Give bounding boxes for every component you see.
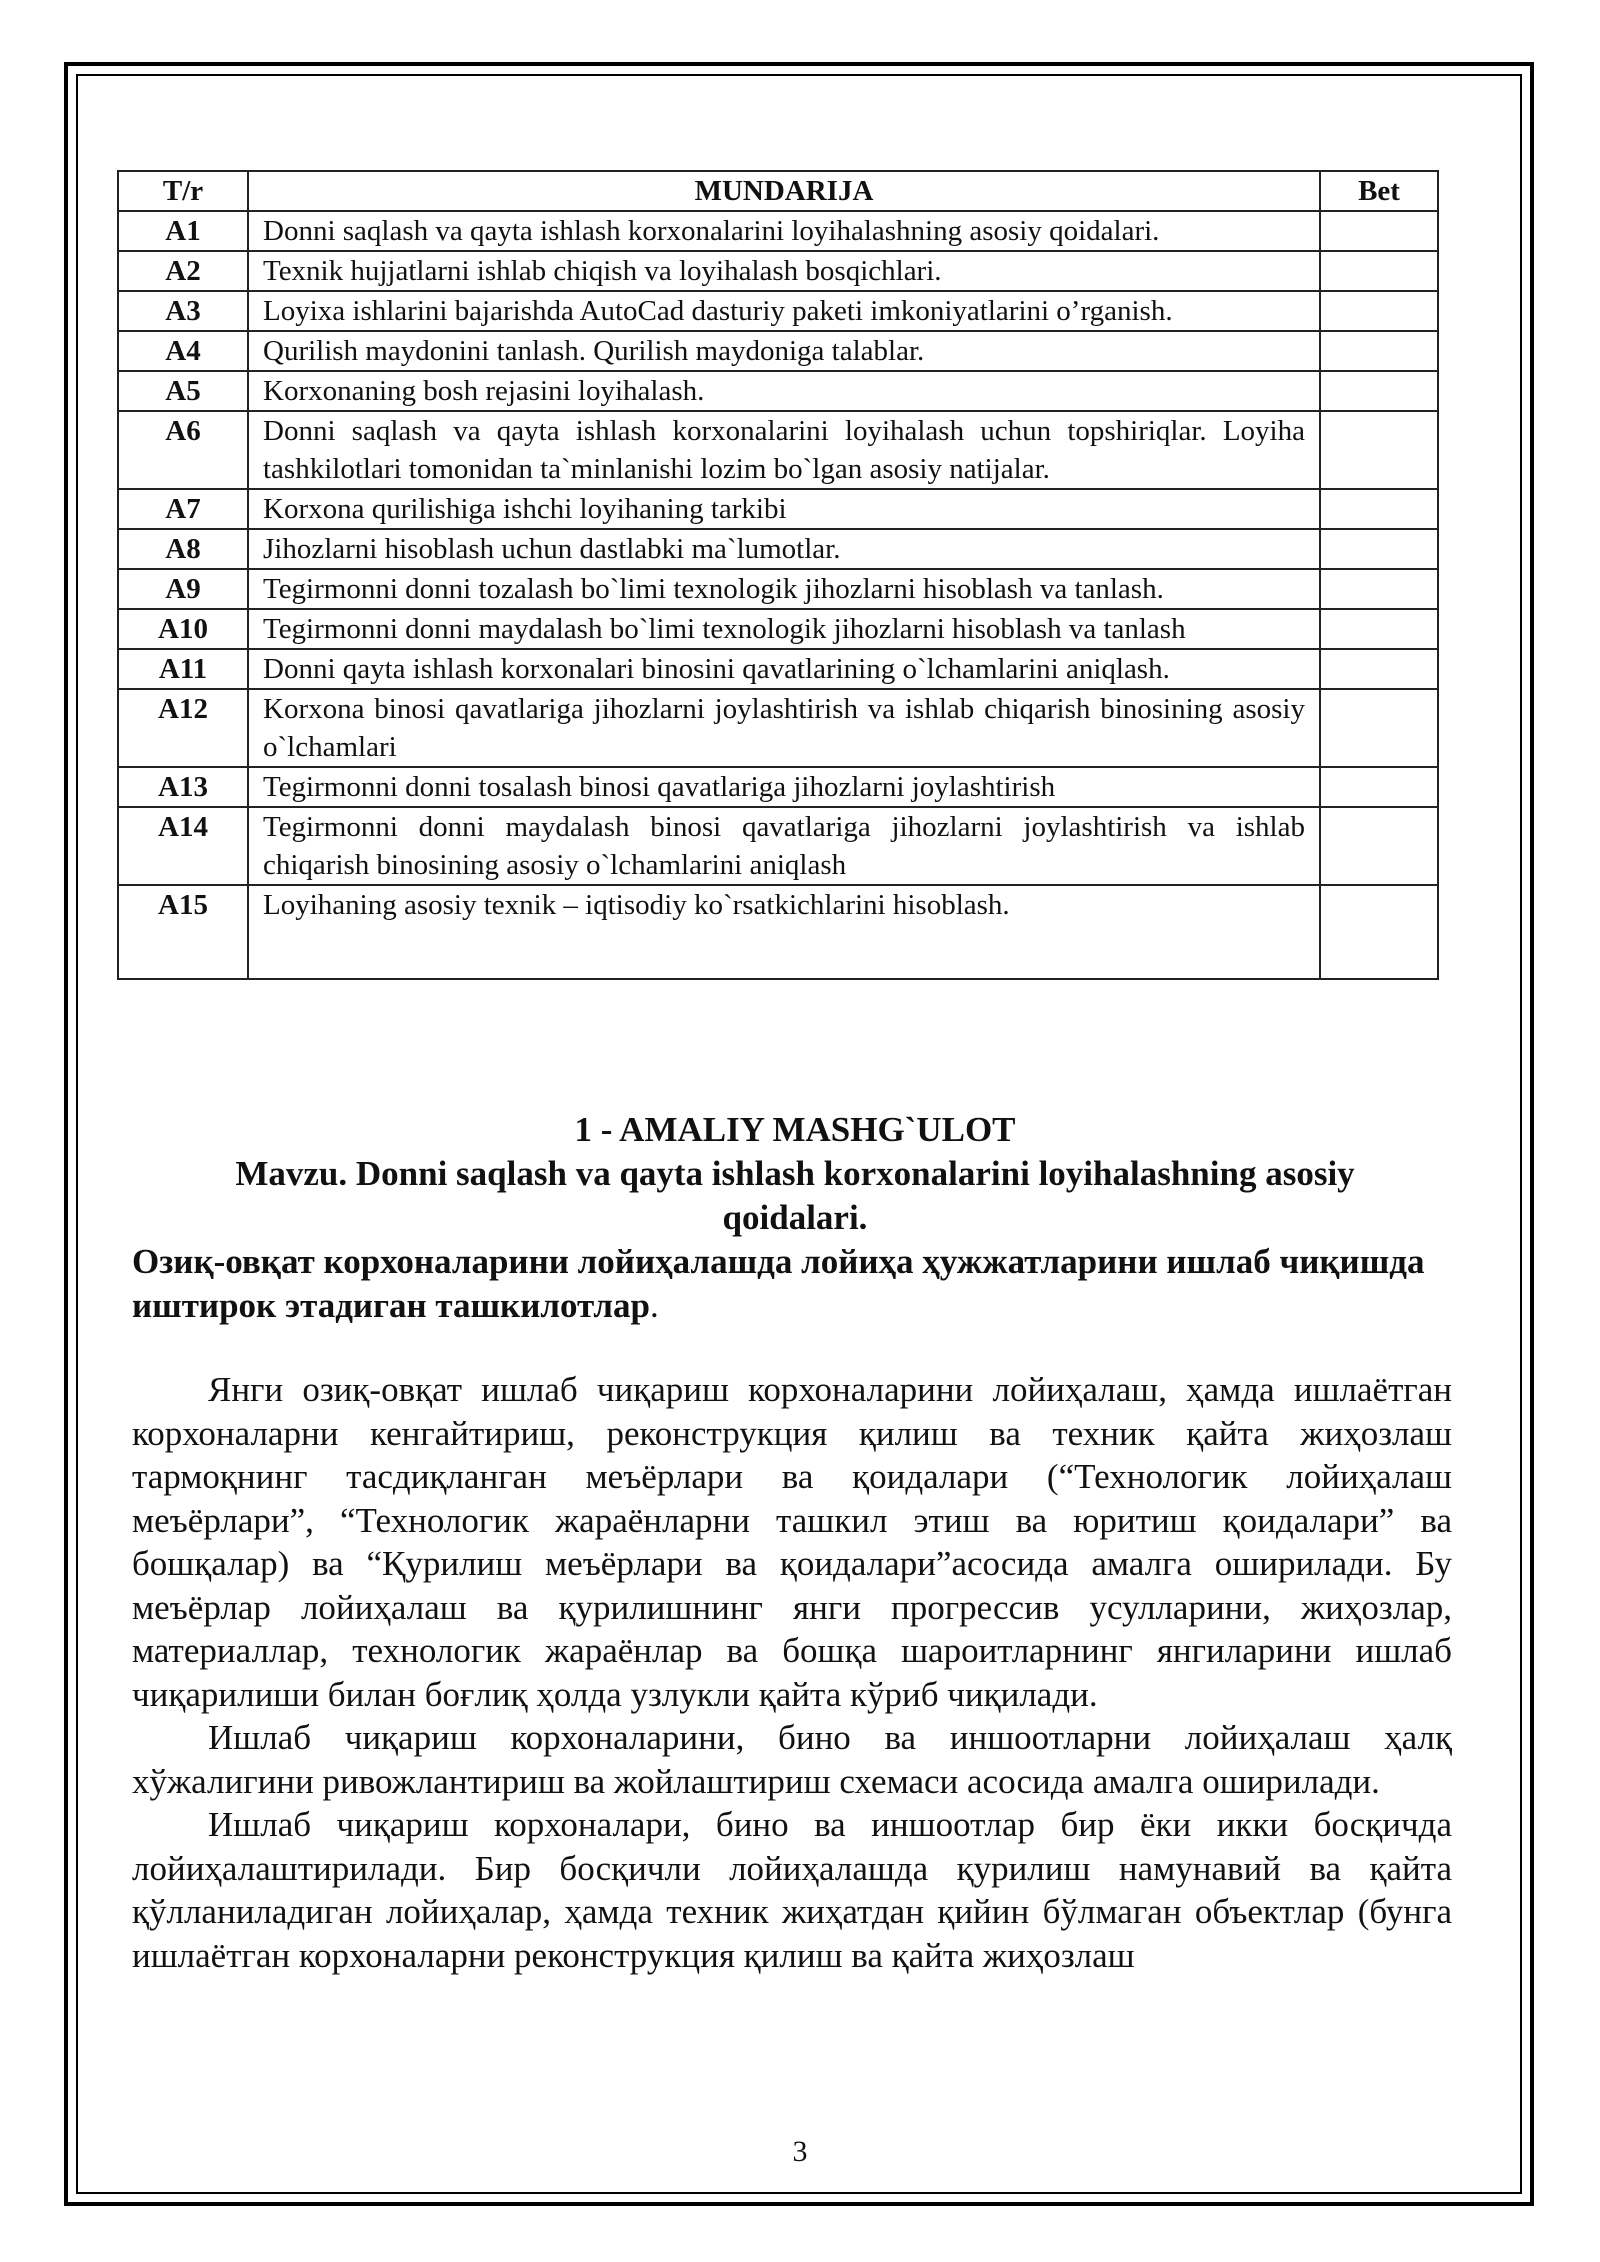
header-number: T/r	[118, 171, 248, 211]
topic-line-1: Mavzu. Donni saqlash va qayta ishlash korxonalarini loyihalashning asosiy	[235, 1154, 1355, 1193]
row-number: A6	[118, 411, 248, 489]
row-title: Qurilish maydonini tanlash. Qurilish maydoniga talablar.	[248, 331, 1320, 371]
subheading-period: .	[649, 1286, 659, 1325]
row-page	[1320, 689, 1438, 767]
table-row	[118, 569, 1438, 609]
row-title: Donni saqlash va qayta ishlash korxonalarini loyihalashning asosiy qoidalari.	[248, 211, 1320, 251]
row-title: Jihozlarni hisoblash uchun dastlabki ma`lumotlar.	[248, 529, 1320, 569]
row-title: Tegirmonni donni tosalash binosi qavatlariga jihozlarni joylashtirish	[248, 767, 1320, 807]
row-page	[1320, 885, 1438, 979]
table-row	[118, 885, 1438, 979]
section-heading: 1 - AMALIY MASHG`ULOT	[574, 1110, 1016, 1149]
row-number: A11	[118, 649, 248, 689]
row-page	[1320, 211, 1438, 251]
row-title: Tegirmonni donni tozalash bo`limi texnologik jihozlarni hisoblash va tanlash.	[248, 569, 1320, 609]
row-page	[1320, 251, 1438, 291]
row-page	[1320, 569, 1438, 609]
row-page	[1320, 649, 1438, 689]
table-row	[118, 807, 1438, 885]
table-row	[118, 251, 1438, 291]
row-page	[1320, 529, 1438, 569]
row-page	[1320, 371, 1438, 411]
contents-table	[117, 170, 1439, 980]
page-number: 3	[792, 2135, 808, 2168]
row-page	[1320, 609, 1438, 649]
header-contents: MUNDARIJA	[248, 171, 1320, 211]
table-row	[118, 609, 1438, 649]
row-number: A12	[118, 689, 248, 767]
header-page: Bet	[1320, 171, 1438, 211]
body-text	[132, 1368, 1452, 1977]
row-number: A10	[118, 609, 248, 649]
row-page	[1320, 489, 1438, 529]
row-page	[1320, 767, 1438, 807]
row-number: A5	[118, 371, 248, 411]
contents-header-row	[118, 171, 1438, 211]
row-number: A3	[118, 291, 248, 331]
row-title: Texnik hujjatlarni ishlab chiqish va loyihalash bosqichlari.	[248, 251, 1320, 291]
row-title: Korxona qurilishiga ishchi loyihaning tarkibi	[248, 489, 1320, 529]
subheading-text: Озиқ-овқат корхоналарини лойиҳалашда лойиҳа ҳужжатларини ишлаб чиқишда иштирок этадиган ташкилотлар	[132, 1242, 1425, 1325]
table-row	[118, 211, 1438, 251]
row-title: Loyihaning asosiy texnik – iqtisodiy ko`rsatkichlarini hisoblash.	[248, 885, 1320, 979]
row-title: Tegirmonni donni maydalash bo`limi texnologik jihozlarni hisoblash va tanlash	[248, 609, 1320, 649]
row-number: A13	[118, 767, 248, 807]
subheading	[132, 1240, 1432, 1328]
table-row	[118, 689, 1438, 767]
row-title: Loyixa ishlarini bajarishda AutoCad dasturiy paketi imkoniyatlarini o’rganish.	[248, 291, 1320, 331]
row-number: A4	[118, 331, 248, 371]
row-number: A9	[118, 569, 248, 609]
table-row	[118, 291, 1438, 331]
table-row	[118, 767, 1438, 807]
topic-line-2: qoidalari.	[722, 1198, 868, 1237]
table-row	[118, 411, 1438, 489]
row-title: Donni saqlash va qayta ishlash korxonalarini loyihalash uchun topshiriqlar. Loyiha tashkilotlari tomonidan ta`minlanishi lozim bo`lgan asosiy natijalar.	[248, 411, 1320, 489]
table-row	[118, 371, 1438, 411]
row-title: Korxona binosi qavatlariga jihozlarni joylashtirish va ishlab chiqarish binosining asosiy o`lchamlari	[248, 689, 1320, 767]
row-number: A2	[118, 251, 248, 291]
row-number: A14	[118, 807, 248, 885]
row-page	[1320, 331, 1438, 371]
row-page	[1320, 291, 1438, 331]
row-number: A1	[118, 211, 248, 251]
row-number: A7	[118, 489, 248, 529]
row-page	[1320, 807, 1438, 885]
paragraph: Янги озиқ-овқат ишлаб чиқариш корхоналарини лойиҳалаш, ҳамда ишлаётган корхоналарни кенгайтириш, реконструкция қилиш ва техник қайта жиҳозлаш тармоқнинг тасдиқланган меъёрлари ва қоидалари (“Технологик лойиҳалаш меъёрлари”, “Технологик жараёнларни ташкил этиш ва юритиш қоидалари” ва бошқалар) ва “Қурилиш меъёрлари ва қоидалари”асосида амалга оширилади. Бу меъёрлар лойиҳалаш ва қурилишнинг янги прогрессив усулларини, жиҳозлар, материаллар, технологик жараёнлар ва бошқа шароитларнинг янгиларини ишлаб чиқарилиши билан боғлиқ ҳолда узлукли қайта кўриб чиқилади.	[132, 1370, 1452, 1714]
row-number: A8	[118, 529, 248, 569]
row-title: Tegirmonni donni maydalash binosi qavatlariga jihozlarni joylashtirish va ishlab chiqarish binosining asosiy o`lchamlarini aniqlash	[248, 807, 1320, 885]
row-title: Donni qayta ishlash korxonalari binosini qavatlarining o`lchamlarini aniqlash.	[248, 649, 1320, 689]
row-number: A15	[118, 885, 248, 979]
table-row	[118, 489, 1438, 529]
table-row	[118, 331, 1438, 371]
row-page	[1320, 411, 1438, 489]
paragraph: Ишлаб чиқариш корхоналарини, бино ва иншоотларни лойиҳалаш ҳалқ хўжалигини ривожлантириш ва жойлаштириш схемаси асосида амалга оширилади.	[132, 1718, 1452, 1801]
paragraph: Ишлаб чиқариш корхоналари, бино ва иншоотлар бир ёки икки босқичда лойиҳалаштирилади. Бир босқичли лойиҳалашда қурилиш намунавий ва қайта қўлланиладиган лойиҳалар, ҳамда техник жиҳатдан қийин бўлмаган объектлар (бунга ишлаётган корхоналарни реконструкция қилиш ва қайта жиҳозлаш	[132, 1805, 1452, 1975]
table-row	[118, 529, 1438, 569]
row-title: Korxonaning bosh rejasini loyihalash.	[248, 371, 1320, 411]
table-row	[118, 649, 1438, 689]
